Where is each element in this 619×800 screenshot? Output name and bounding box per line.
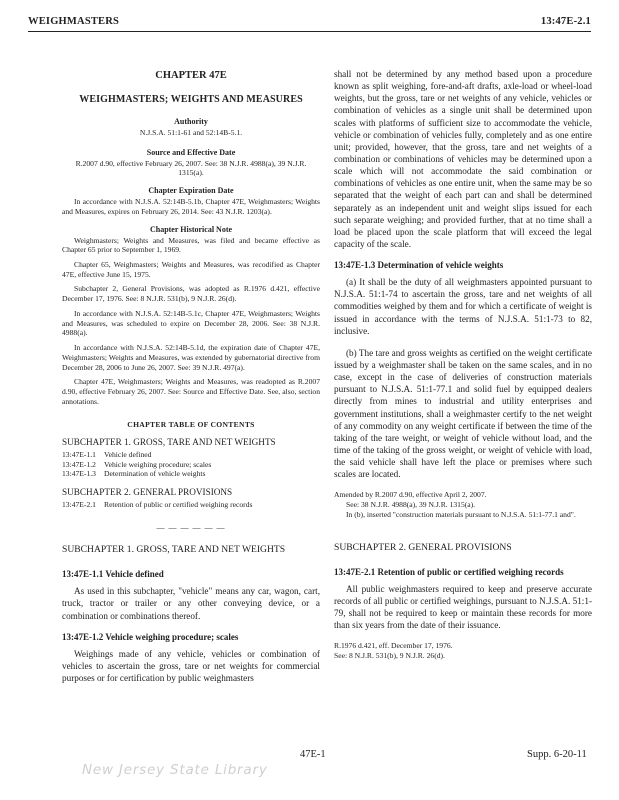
authority-heading: Authority (174, 117, 208, 126)
history-note-1: Weighmasters; Weights and Measures, was filed and became effective as Chapter 65 prior to September 1, 1969. (62, 235, 320, 255)
section-1-2-heading: 13:47E-1.2 Vehicle weighing procedure; scales (62, 631, 239, 642)
supplement-date: Supp. 6-20-11 (527, 749, 587, 760)
toc-item (62, 469, 320, 478)
toc-item (62, 460, 320, 469)
amendment-note: Amended by R.2007 d.90, effective April 2, 2007. (334, 490, 487, 500)
toc-subchapter-2: SUBCHAPTER 2. GENERAL PROVISIONS (62, 486, 233, 497)
toc-title: CHAPTER TABLE OF CONTENTS (127, 420, 255, 430)
page-number: 47E-1 (300, 749, 326, 760)
section-2-1-text: All public weighmasters required to keep and preserve accurate records of all public or certified weighings, pursuant to N.J.S.A. 51:1-79, shall not be required to keep or maintain these records for more than six years from the date of their issuance. (334, 583, 592, 630)
section-1-3-paragraph-b: (b) The tare and gross weights as certified on the weight certificate issued by a weighmaster shall be taken on the same scales, and in no case, except in the case of deliveries of construction materials pursuant to N.J.S.A. 51:1-77.1 and solid fuel by equipped dealers directly from mines to industrial and utility enterprises and government institutions, shall a weighmaster certify to the net weight of any commodity on any weight certificate if between the time of the taking of the tare weight, or weight of vehicle without load, and the time of the taking of the gross weight, or weight of vehicle with load, the said vehicle shall have left the place or premises where such scales are located. (334, 347, 592, 480)
history-note-3: Subchapter 2, General Provisions, was adopted as R.1976 d.421, effective December 17, 1976. See: 8 N.J.R. 531(b), 9 N.J.R. 26(d). (62, 284, 320, 304)
toc-item-title: Determination of vehicle weights (104, 469, 206, 479)
toc-item (62, 500, 320, 509)
amendment-citation: See: 38 N.J.R. 4988(a), 39 N.J.R. 1315(a). (346, 500, 476, 510)
running-header (28, 12, 591, 28)
toc-subchapter-1: SUBCHAPTER 1. GROSS, TARE AND NET WEIGHTS (62, 437, 276, 448)
right-column (334, 68, 592, 661)
section-2-1-citation: See: 8 N.J.R. 531(b), 9 N.J.R. 26(d). (334, 650, 445, 660)
chapter-number: CHAPTER 47E (155, 70, 227, 81)
source-heading: Source and Effective Date (146, 147, 236, 157)
subchapter-2-heading: SUBCHAPTER 2. GENERAL PROVISIONS (334, 541, 512, 553)
toc-item-title: Vehicle defined (104, 450, 152, 460)
section-2-1-heading: 13:47E-2.1 Retention of public or certified weighing records (334, 566, 564, 577)
header-title: WEIGHMASTERS (28, 16, 120, 27)
section-1-1-heading: 13:47E-1.1 Vehicle defined (62, 569, 164, 580)
section-1-2-continuation: shall not be determined by any method based upon a procedure known as split weighing, fore-and-aft drafts, axle-load or wheel-load weights, but the gross, tare or net weights of any vehicle, vehicles or combination of vehicles as a single unit shall be determined upon scales with platforms of sufficient size to accommodate the vehicle, vehicle or combination of vehicles fully, completely and as one entire unit; provided, however, that the gross, tare and net weights of a combination or combinations of vehicles may be determined upon a scale which will not accommodate the said combination or combinations of vehicles as one entire unit, when the same may be so separated that the weight of each part can and shall be determined separately as an independent unit and weight slips issued for each such separate weighing; and provided further, that at no time shall a load be placed upon the scale platform that will exceed the legal capacity of the scale. (334, 69, 592, 249)
history-note-6: Chapter 47E, Weighmasters; Weights and Measures, was readopted as R.2007 d.90, effective February 26, 2007. See: Source and Effective Date. See, also, section annotations. (62, 377, 320, 406)
header-section-number: 13:47E-2.1 (540, 16, 591, 27)
toc-item-title: Retention of public or certified weighing records (104, 499, 253, 509)
toc-item-number: 13:47E-1.2 (62, 459, 96, 469)
toc-item (62, 450, 320, 459)
history-note-4: In accordance with N.J.S.A. 52:14B-5.1c, Chapter 47E, Weighmasters; Weights and Measures, was scheduled to expire on December 28, 2006. See: 38 N.J.R. 4988(a). (62, 308, 320, 338)
authority-text: N.J.S.A. 51:1-61 and 52:14B-5.1. (139, 128, 243, 137)
toc-item-number: 13:47E-1.1 (62, 450, 96, 460)
section-1-3-heading: 13:47E-1.3 Determination of vehicle weights (334, 260, 504, 271)
chapter-title: WEIGHMASTERS; WEIGHTS AND MEASURES (79, 94, 303, 105)
left-column (62, 70, 320, 694)
library-watermark: New Jersey State Library (82, 762, 268, 778)
expiration-heading: Chapter Expiration Date (148, 186, 234, 196)
history-note-5: In accordance with N.J.S.A. 52:14B-5.1d, the expiration date of Chapter 47E, Weighmasters; Weights and Measures, was extended by gubernatorial directive from December 28, 2006 to June 26, 2007. See: 39 N.J.R. 497(a). (62, 343, 320, 372)
history-note-2: Chapter 65, Weighmasters; Weights and Measures, was recodified as Chapter 47E, effective June 15, 1975. (62, 260, 320, 279)
amendment-detail: In (b), inserted "construction materials pursuant to N.J.S.A. 51:1-77.1 and". (346, 509, 576, 519)
toc-item-number: 13:47E-1.3 (62, 469, 96, 479)
subchapter-1-heading: SUBCHAPTER 1. GROSS, TARE AND NET WEIGHTS (62, 544, 286, 556)
section-2-1-source: R.1976 d.421, eff. December 17, 1976. (334, 641, 453, 651)
toc-item-number: 13:47E-2.1 (62, 499, 96, 509)
expiration-text: In accordance with N.J.S.A. 52:14B-5.1b, Chapter 47E, Weighmasters; Weights and Measures, expires on February 26, 2014. See: 43 N.J.R. 1203(a). (62, 197, 320, 216)
history-heading: Chapter Historical Note (149, 224, 233, 234)
source-text: R.2007 d.90, effective February 26, 2007. See: 38 N.J.R. 4988(a), 39 N.J.R. 1315(a). (75, 158, 307, 178)
section-1-2-text: Weighings made of any vehicle, vehicles or combination of vehicles to ascertain the gross, tare or net weights for commercial purposes or for certification by public weighmasters (62, 648, 320, 684)
header-rule (28, 31, 591, 32)
section-separator: — — — — — — (156, 523, 226, 533)
toc-item-title: Vehicle weighing procedure; scales (104, 459, 212, 469)
section-1-3-paragraph-a: (a) It shall be the duty of all weighmasters appointed pursuant to N.J.S.A. 51:1-74 to ascertain the gross, tare and net weights of all commodities weighed by them and for which a certificate of weight is issued in accordance with the terms of N.J.S.A. 51:1-73 to 82, inclusive. (334, 277, 592, 336)
section-1-1-text: As used in this subchapter, "vehicle" means any car, wagon, cart, truck, tractor or trailer or any other conveying device, or a combination or combinations thereof. (62, 586, 320, 621)
